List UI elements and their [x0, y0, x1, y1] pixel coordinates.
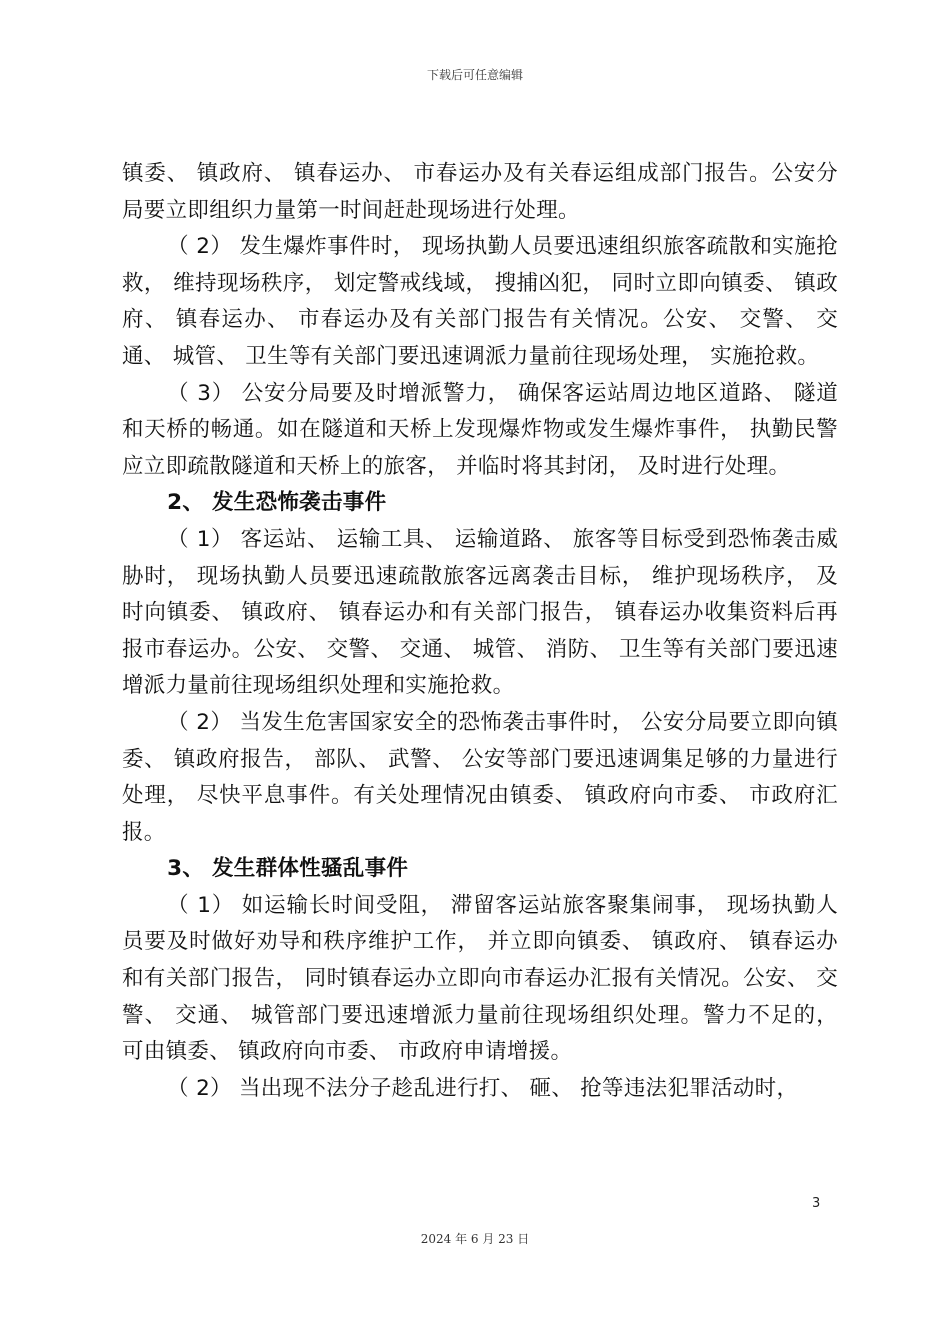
section-heading-2: 2、 发生恐怖袭击事件: [167, 490, 387, 516]
page-header: 下载后可任意编辑: [426, 68, 523, 82]
paragraph-2: （ 2） 发生爆炸事件时， 现场执勤人员要迅速组织旅客疏散和实施抢救， 维持现场秩序， 划定警戒线域， 搜捕凶犯， 同时立即向镇委、 镇政府、 镇春运办、 市春运办及有关部门报告有关情况。公安、 交警、 交通、 城管、 卫生等有关部门要迅速调派力量前往现场处理， 实施抢救。: [122, 234, 838, 369]
page-footer-date: 2024 年 6 月 23 日: [420, 1232, 530, 1246]
section-heading-3: 3、 发生群体性骚乱事件: [167, 856, 409, 882]
paragraph-5: （ 2） 当发生危害国家安全的恐怖袭击事件时， 公安分局要立即向镇委、 镇政府报告， 部队、 武警、 公安等部门要迅速调集足够的力量进行处理， 尽快平息事件。有关处理情况由镇委、 镇政府向市委、 市政府汇报。: [122, 709, 838, 845]
paragraph-6: （ 1） 如运输长时间受阻， 滞留客运站旅客聚集闹事， 现场执勤人员要及时做好劝导和秩序维护工作， 并立即向镇委、 镇政府、 镇春运办和有关部门报告， 同时镇春运办立即向市春运办汇报有关情况。公安、 交警、 交通、 城管部门要迅速增派力量前往现场组织处理。警力不足的， 可由镇委、 镇政府向市委、 市政府申请增援。: [122, 892, 838, 1065]
paragraph-3: （ 3） 公安分局要及时增派警力， 确保客运站周边地区道路、 隧道和天桥的畅通。如在隧道和天桥上发现爆炸物或发生爆炸事件， 执勤民警应立即疏散隧道和天桥上的旅客， 并临时将其封闭， 及时进行处理。: [122, 380, 838, 479]
paragraph-7: （ 2） 当出现不法分子趁乱进行打、 砸、 抢等违法犯罪活动时，: [167, 1075, 799, 1101]
paragraph-1: 镇委、 镇政府、 镇春运办、 市春运办及有关春运组成部门报告。公安分局要立即组织力量第一时间赶赴现场进行处理。: [122, 161, 838, 223]
page-number: 3: [812, 1196, 821, 1211]
paragraph-4: （ 1） 客运站、 运输工具、 运输道路、 旅客等目标受到恐怖袭击威胁时， 现场执勤人员要迅速疏散旅客远离袭击目标， 维护现场秩序， 及时向镇委、 镇政府、 镇春运办和有关部门报告， 镇春运办收集资料后再报市春运办。公安、 交警、 交通、 城管、 消防、 卫生等有关部门要迅速增派力量前往现场组织处理和实施抢救。: [122, 526, 838, 699]
document-body: [122, 156, 838, 1107]
